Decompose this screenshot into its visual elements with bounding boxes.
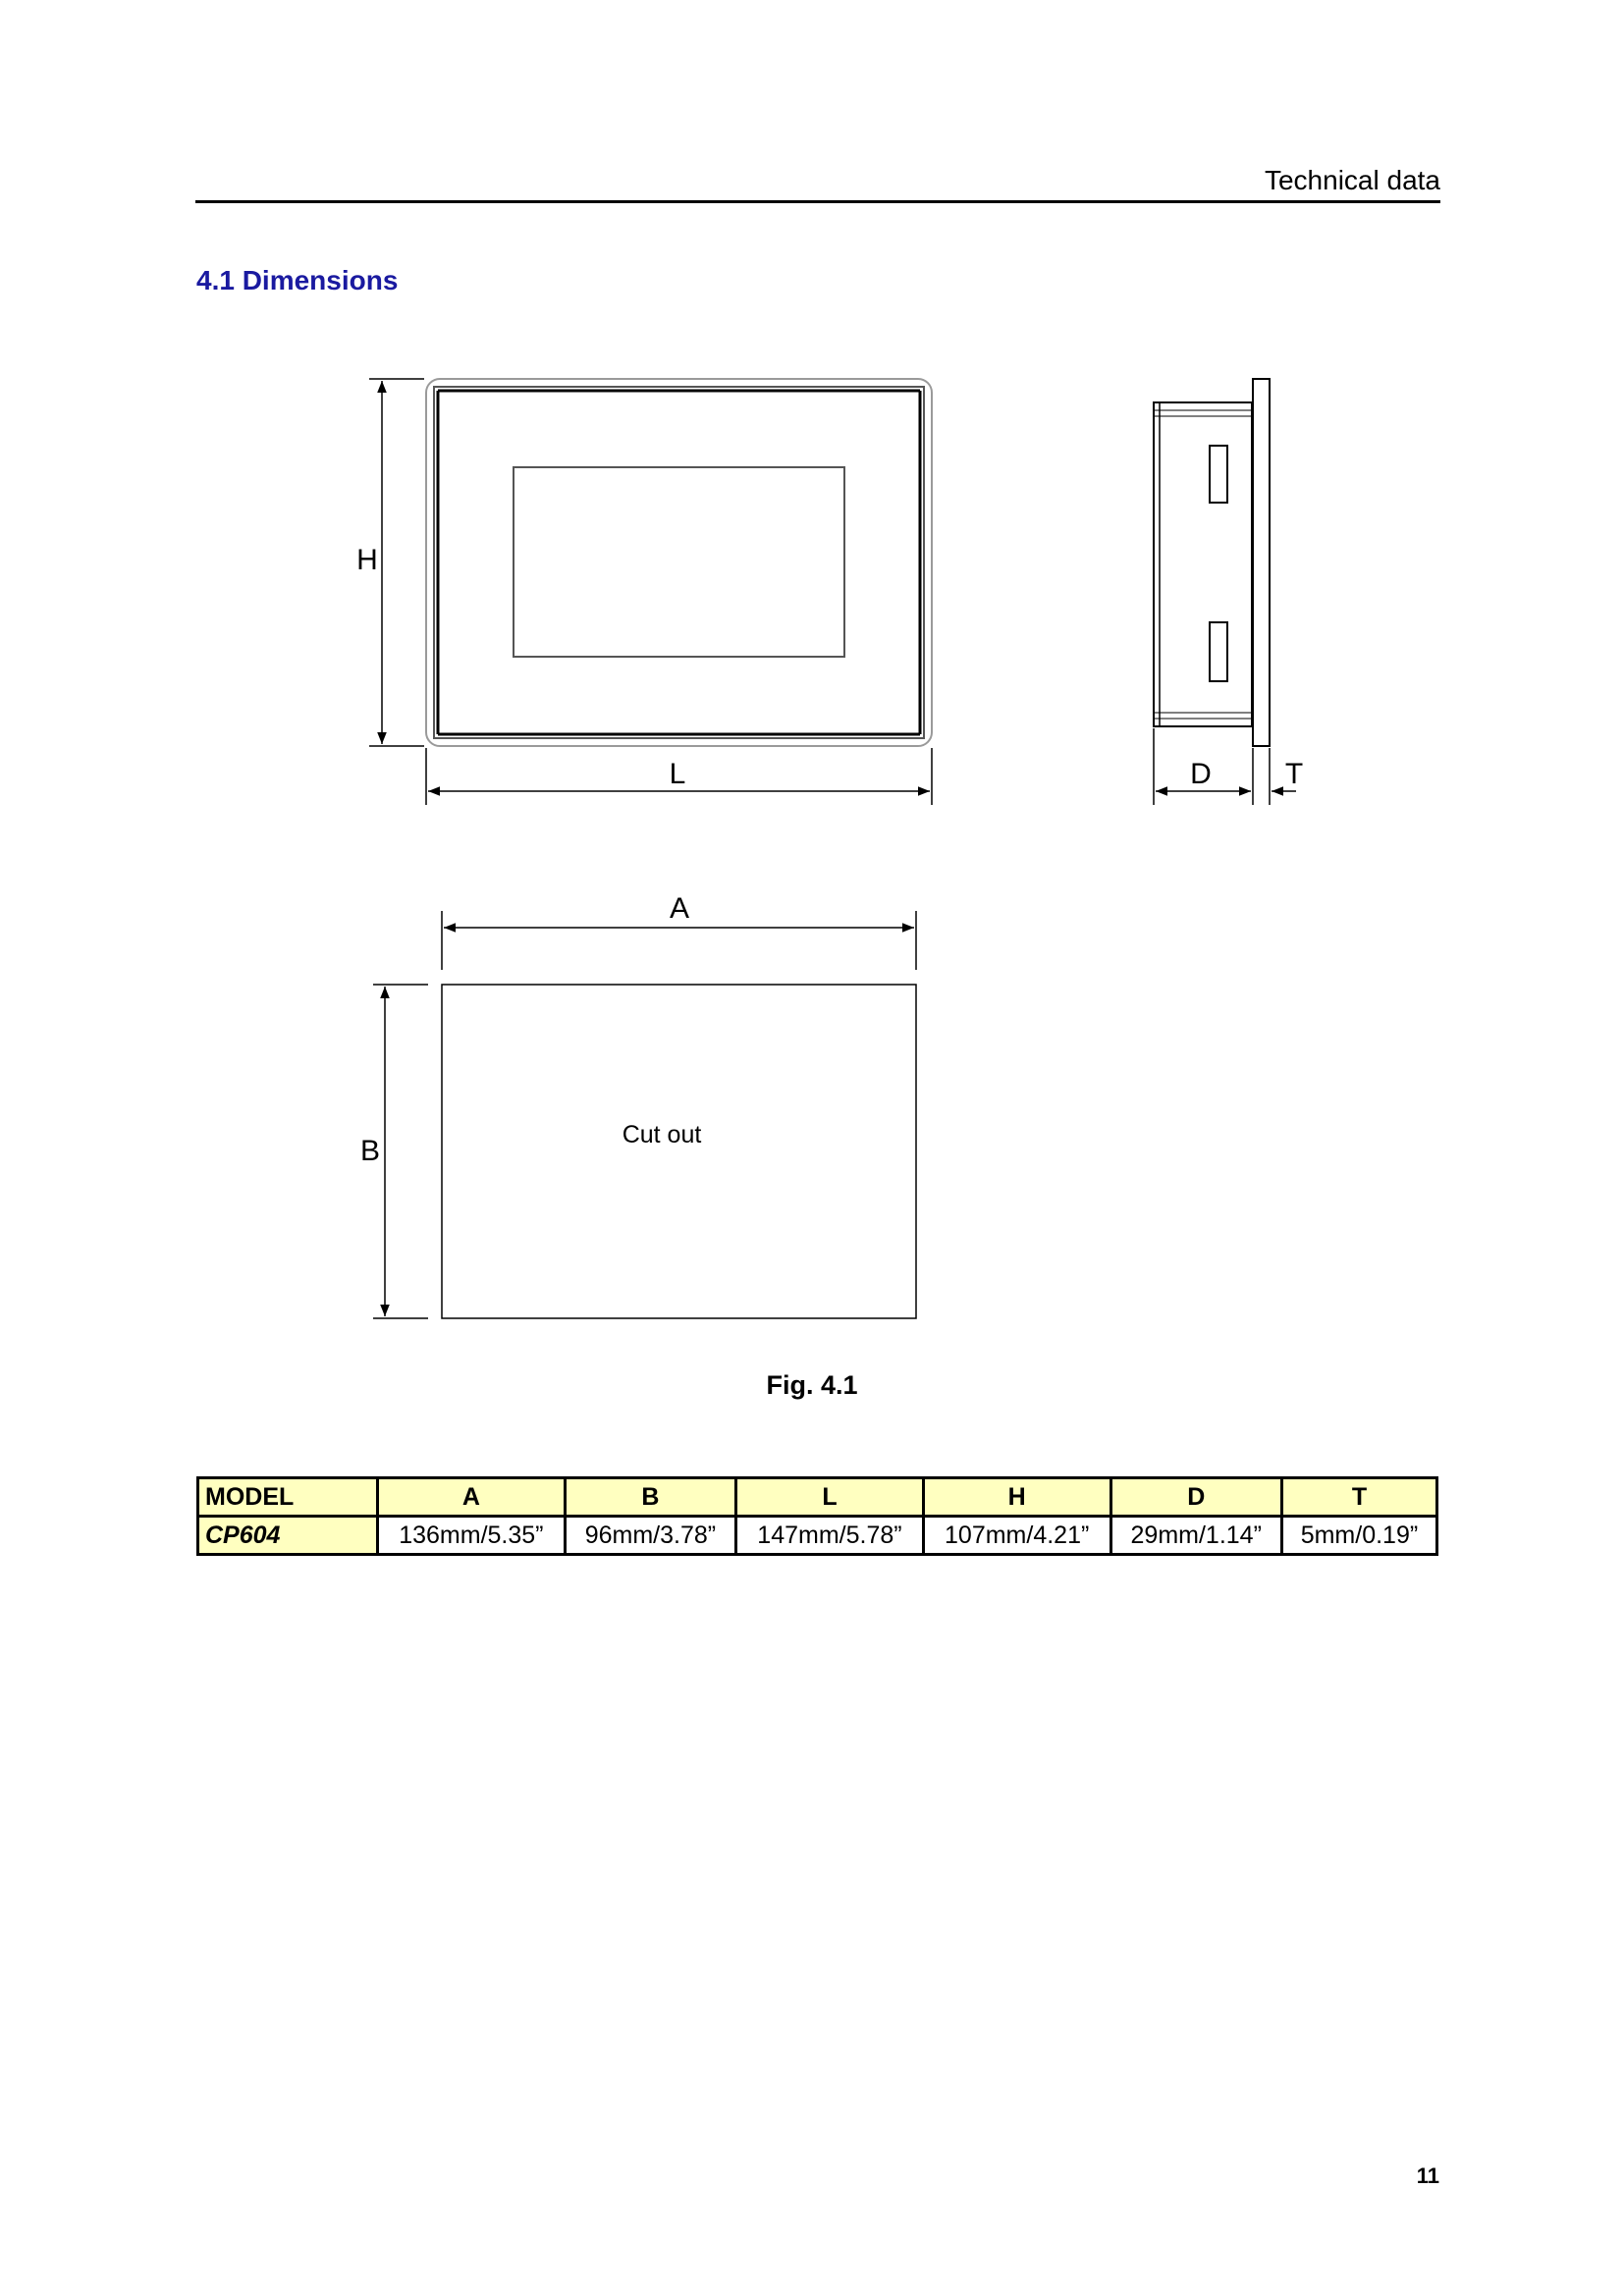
page-number: 11: [1416, 2163, 1439, 2188]
table-cell: 136mm/5.35”: [378, 1517, 566, 1555]
dimensions-table: [196, 1476, 1438, 1556]
label-b: B: [359, 1135, 381, 1167]
table-cell: 96mm/3.78”: [565, 1517, 735, 1555]
table-header-cell: T: [1281, 1478, 1436, 1517]
model-cell: CP604: [198, 1517, 378, 1555]
table-row: [198, 1517, 1437, 1555]
side-view: [1154, 379, 1270, 746]
label-d: D: [1190, 758, 1212, 790]
table-header-cell: L: [736, 1478, 924, 1517]
table-header-row: [198, 1478, 1437, 1517]
label-a: A: [669, 892, 690, 925]
dimension-a: [442, 892, 916, 970]
figure-caption: Fig. 4.1: [766, 1370, 858, 1400]
dimension-d: [1154, 728, 1253, 805]
display-window: [514, 467, 844, 657]
table-cell: 147mm/5.78”: [736, 1517, 924, 1555]
table-header-cell: H: [923, 1478, 1110, 1517]
dimension-b: [360, 985, 428, 1318]
table-header-cell: D: [1110, 1478, 1281, 1517]
cutout-label: Cut out: [622, 1121, 702, 1148]
dimension-t: [1270, 748, 1303, 805]
table-cell: 5mm/0.19”: [1281, 1517, 1436, 1555]
table-header-cell: A: [378, 1478, 566, 1517]
label-l: L: [669, 758, 686, 790]
running-header: Technical data: [195, 165, 1440, 203]
table-header-cell: B: [565, 1478, 735, 1517]
dimension-l: [426, 748, 932, 805]
label-h: H: [356, 544, 378, 576]
table-cell: 107mm/4.21”: [923, 1517, 1110, 1555]
cutout: [442, 985, 916, 1318]
table-header-cell: MODEL: [198, 1478, 378, 1517]
label-t: T: [1284, 758, 1304, 790]
section-title: 4.1 Dimensions: [196, 265, 399, 295]
table-cell: 29mm/1.14”: [1110, 1517, 1281, 1555]
front-view: [426, 379, 932, 746]
dimension-h: [356, 379, 424, 746]
